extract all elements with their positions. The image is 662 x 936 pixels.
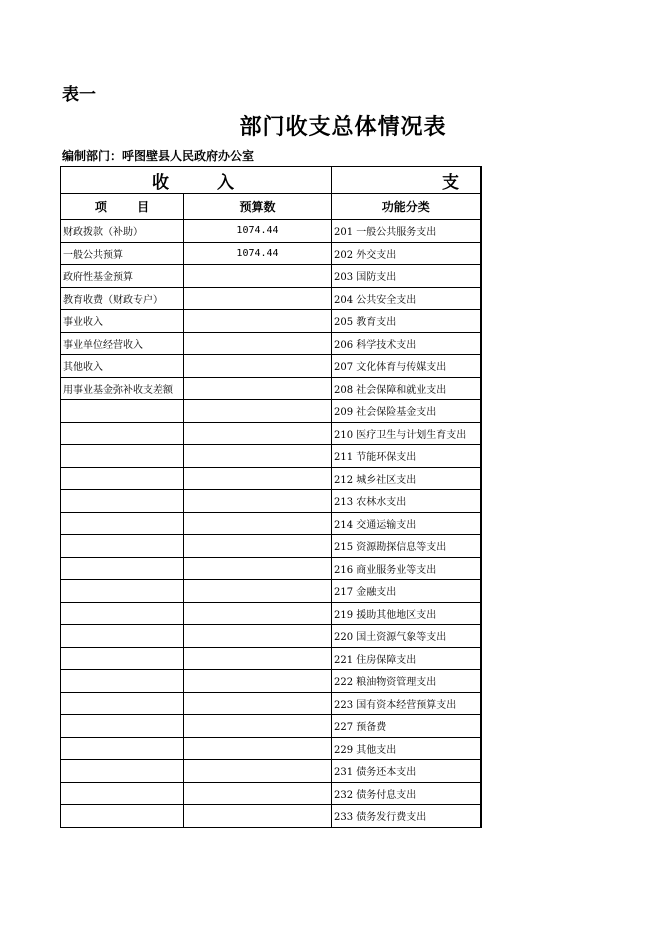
table-row <box>61 557 481 580</box>
budget-cell: 1074.44 <box>184 220 332 243</box>
item-cell <box>61 580 184 603</box>
budget-cell <box>184 265 332 288</box>
budget-cell <box>184 355 332 378</box>
function-cell: 206 科学技术支出 <box>332 332 481 355</box>
item-cell <box>61 602 184 625</box>
table-row <box>61 377 481 400</box>
budget-cell <box>184 737 332 760</box>
income-header: 收入 <box>61 167 332 194</box>
function-cell: 212 城乡社区支出 <box>332 467 481 490</box>
item-cell <box>61 557 184 580</box>
table-row <box>61 512 481 535</box>
budget-cell <box>184 467 332 490</box>
function-cell: 216 商业服务业等支出 <box>332 557 481 580</box>
function-cell: 229 其他支出 <box>332 737 481 760</box>
budget-table <box>60 166 482 828</box>
table-row <box>61 692 481 715</box>
function-cell: 220 国土资源气象等支出 <box>332 625 481 648</box>
budget-cell <box>184 692 332 715</box>
table-row <box>61 602 481 625</box>
budget-cell <box>184 670 332 693</box>
table-row <box>61 715 481 738</box>
item-cell <box>61 535 184 558</box>
budget-cell <box>184 422 332 445</box>
function-cell: 208 社会保障和就业支出 <box>332 377 481 400</box>
table-row <box>61 760 481 783</box>
function-cell: 215 资源勘探信息等支出 <box>332 535 481 558</box>
item-cell <box>61 805 184 828</box>
item-cell <box>61 445 184 468</box>
function-cell: 209 社会保险基金支出 <box>332 400 481 423</box>
budget-cell <box>184 287 332 310</box>
table-row <box>61 737 481 760</box>
item-cell: 用事业基金弥补收支差额 <box>61 377 184 400</box>
item-cell <box>61 400 184 423</box>
item-cell <box>61 760 184 783</box>
budget-column-header: 预算数 <box>184 194 332 220</box>
table-row <box>61 400 481 423</box>
table-row <box>61 490 481 513</box>
table-row <box>61 355 481 378</box>
item-cell <box>61 512 184 535</box>
function-cell: 232 债务付息支出 <box>332 782 481 805</box>
function-cell: 221 住房保障支出 <box>332 647 481 670</box>
table-label: 表一 <box>62 85 96 105</box>
table-column-header-row <box>61 194 481 220</box>
table-row <box>61 805 481 828</box>
budget-cell <box>184 602 332 625</box>
budget-cell <box>184 805 332 828</box>
budget-cell: 1074.44 <box>184 242 332 265</box>
item-cell: 事业单位经营收入 <box>61 332 184 355</box>
budget-cell <box>184 760 332 783</box>
item-cell: 教育收费（财政专户） <box>61 287 184 310</box>
budget-cell <box>184 512 332 535</box>
item-cell <box>61 625 184 648</box>
item-cell: 一般公共预算 <box>61 242 184 265</box>
function-cell: 214 交通运输支出 <box>332 512 481 535</box>
budget-cell <box>184 535 332 558</box>
table-row <box>61 467 481 490</box>
department-label: 编制部门：呼图壁县人民政府办公室 <box>62 149 255 163</box>
table-row <box>61 332 481 355</box>
table-row <box>61 625 481 648</box>
function-cell: 205 教育支出 <box>332 310 481 333</box>
function-cell: 223 国有资本经营预算支出 <box>332 692 481 715</box>
function-cell: 222 粮油物资管理支出 <box>332 670 481 693</box>
item-cell <box>61 715 184 738</box>
item-column-header: 项 目 <box>61 194 184 220</box>
item-cell <box>61 737 184 760</box>
function-cell: 202 外交支出 <box>332 242 481 265</box>
function-cell: 201 一般公共服务支出 <box>332 220 481 243</box>
item-cell: 其他收入 <box>61 355 184 378</box>
item-cell <box>61 782 184 805</box>
table-row <box>61 422 481 445</box>
item-cell <box>61 490 184 513</box>
table-row <box>61 220 481 243</box>
function-cell: 210 医疗卫生与计划生育支出 <box>332 422 481 445</box>
table-row <box>61 670 481 693</box>
item-cell <box>61 670 184 693</box>
function-cell: 203 国防支出 <box>332 265 481 288</box>
budget-cell <box>184 580 332 603</box>
budget-cell <box>184 782 332 805</box>
table-row <box>61 445 481 468</box>
page-title: 部门收支总体情况表 <box>239 114 447 140</box>
expense-header: 支 <box>332 167 481 194</box>
item-cell <box>61 467 184 490</box>
table-row <box>61 265 481 288</box>
table-row <box>61 287 481 310</box>
function-cell: 217 金融支出 <box>332 580 481 603</box>
function-cell: 211 节能环保支出 <box>332 445 481 468</box>
table-row <box>61 580 481 603</box>
table-row <box>61 310 481 333</box>
table-row <box>61 647 481 670</box>
budget-cell <box>184 625 332 648</box>
item-cell: 财政拨款（补助） <box>61 220 184 243</box>
budget-cell <box>184 445 332 468</box>
budget-cell <box>184 715 332 738</box>
function-cell: 233 债务发行费支出 <box>332 805 481 828</box>
budget-cell <box>184 377 332 400</box>
function-cell: 227 预备费 <box>332 715 481 738</box>
item-cell <box>61 647 184 670</box>
function-cell: 231 债务还本支出 <box>332 760 481 783</box>
budget-cell <box>184 647 332 670</box>
function-cell: 219 援助其他地区支出 <box>332 602 481 625</box>
function-cell: 207 文化体育与传媒支出 <box>332 355 481 378</box>
budget-cell <box>184 400 332 423</box>
budget-cell <box>184 557 332 580</box>
item-cell: 事业收入 <box>61 310 184 333</box>
table-row <box>61 242 481 265</box>
item-cell <box>61 422 184 445</box>
table-row <box>61 535 481 558</box>
function-column-header: 功能分类 <box>332 194 481 220</box>
budget-cell <box>184 310 332 333</box>
function-cell: 204 公共安全支出 <box>332 287 481 310</box>
item-cell: 政府性基金预算 <box>61 265 184 288</box>
item-cell <box>61 692 184 715</box>
budget-cell <box>184 332 332 355</box>
function-cell: 213 农林水支出 <box>332 490 481 513</box>
table-header-group-row <box>61 167 481 194</box>
table-row <box>61 782 481 805</box>
budget-cell <box>184 490 332 513</box>
